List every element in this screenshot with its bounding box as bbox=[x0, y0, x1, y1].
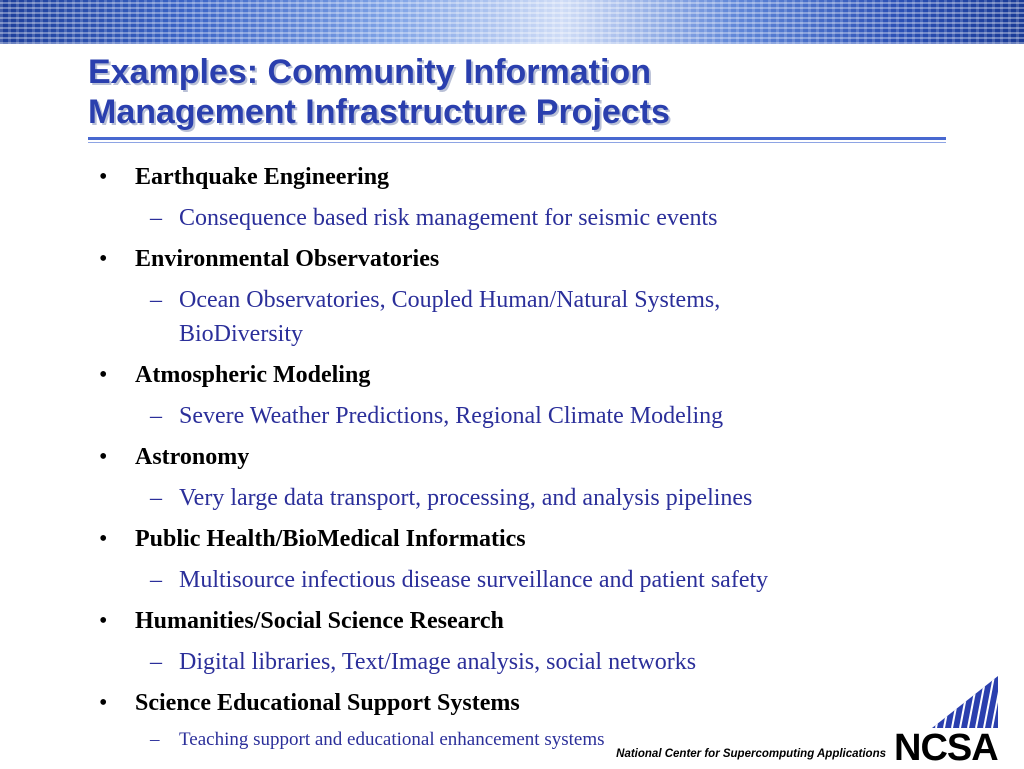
bullet-icon: • bbox=[99, 608, 108, 634]
bullet-icon: • bbox=[99, 246, 108, 272]
sub-bullet-text: Digital libraries, Text/Image analysis, social networks bbox=[179, 649, 697, 675]
bullet-heading-science-educational: Science Educational Support Systems bbox=[135, 690, 520, 716]
dash-icon: – bbox=[150, 485, 162, 511]
bullet-icon: • bbox=[99, 362, 108, 388]
sub-bullet-text: Very large data transport, processing, and analysis pipelines bbox=[179, 485, 753, 511]
bullet-icon: • bbox=[99, 526, 108, 552]
sub-bullet-text: Consequence based risk management for seismic events bbox=[179, 205, 718, 231]
footer-org-name: National Center for Supercomputing Applications bbox=[616, 748, 886, 760]
dash-icon: – bbox=[150, 649, 162, 675]
sub-bullet-text-line-1: Ocean Observatories, Coupled Human/Natural Systems, bbox=[179, 287, 721, 313]
bullet-icon: • bbox=[99, 444, 108, 470]
sub-bullet-text: Multisource infectious disease surveillance and patient safety bbox=[179, 567, 769, 593]
slide-title-line-1: Examples: Community Information bbox=[88, 53, 651, 91]
bullet-icon: • bbox=[99, 164, 108, 190]
sub-bullet-text-line-2: BioDiversity bbox=[179, 321, 303, 347]
dash-icon: – bbox=[150, 403, 162, 429]
ncsa-logo-text: NCSA bbox=[894, 727, 998, 769]
dash-icon: – bbox=[150, 729, 160, 750]
slide-title-line-2: Management Infrastructure Projects bbox=[88, 93, 670, 131]
bullet-heading-environmental-observatories: Environmental Observatories bbox=[135, 246, 440, 272]
ncsa-logo-icon bbox=[932, 676, 998, 728]
bullet-icon: • bbox=[99, 690, 108, 716]
dash-icon: – bbox=[150, 205, 162, 231]
bullet-heading-astronomy: Astronomy bbox=[135, 444, 250, 470]
sub-bullet-text: Severe Weather Predictions, Regional Climate Modeling bbox=[179, 403, 724, 429]
bullet-heading-earthquake-engineering: Earthquake Engineering bbox=[135, 164, 390, 190]
bullet-heading-public-health: Public Health/BioMedical Informatics bbox=[135, 526, 526, 552]
bullet-heading-atmospheric-modeling: Atmospheric Modeling bbox=[135, 362, 371, 388]
dash-icon: – bbox=[150, 287, 162, 313]
bullet-heading-humanities: Humanities/Social Science Research bbox=[135, 608, 504, 634]
sub-bullet-text: Teaching support and educational enhancement systems bbox=[179, 729, 605, 750]
dash-icon: – bbox=[150, 567, 162, 593]
